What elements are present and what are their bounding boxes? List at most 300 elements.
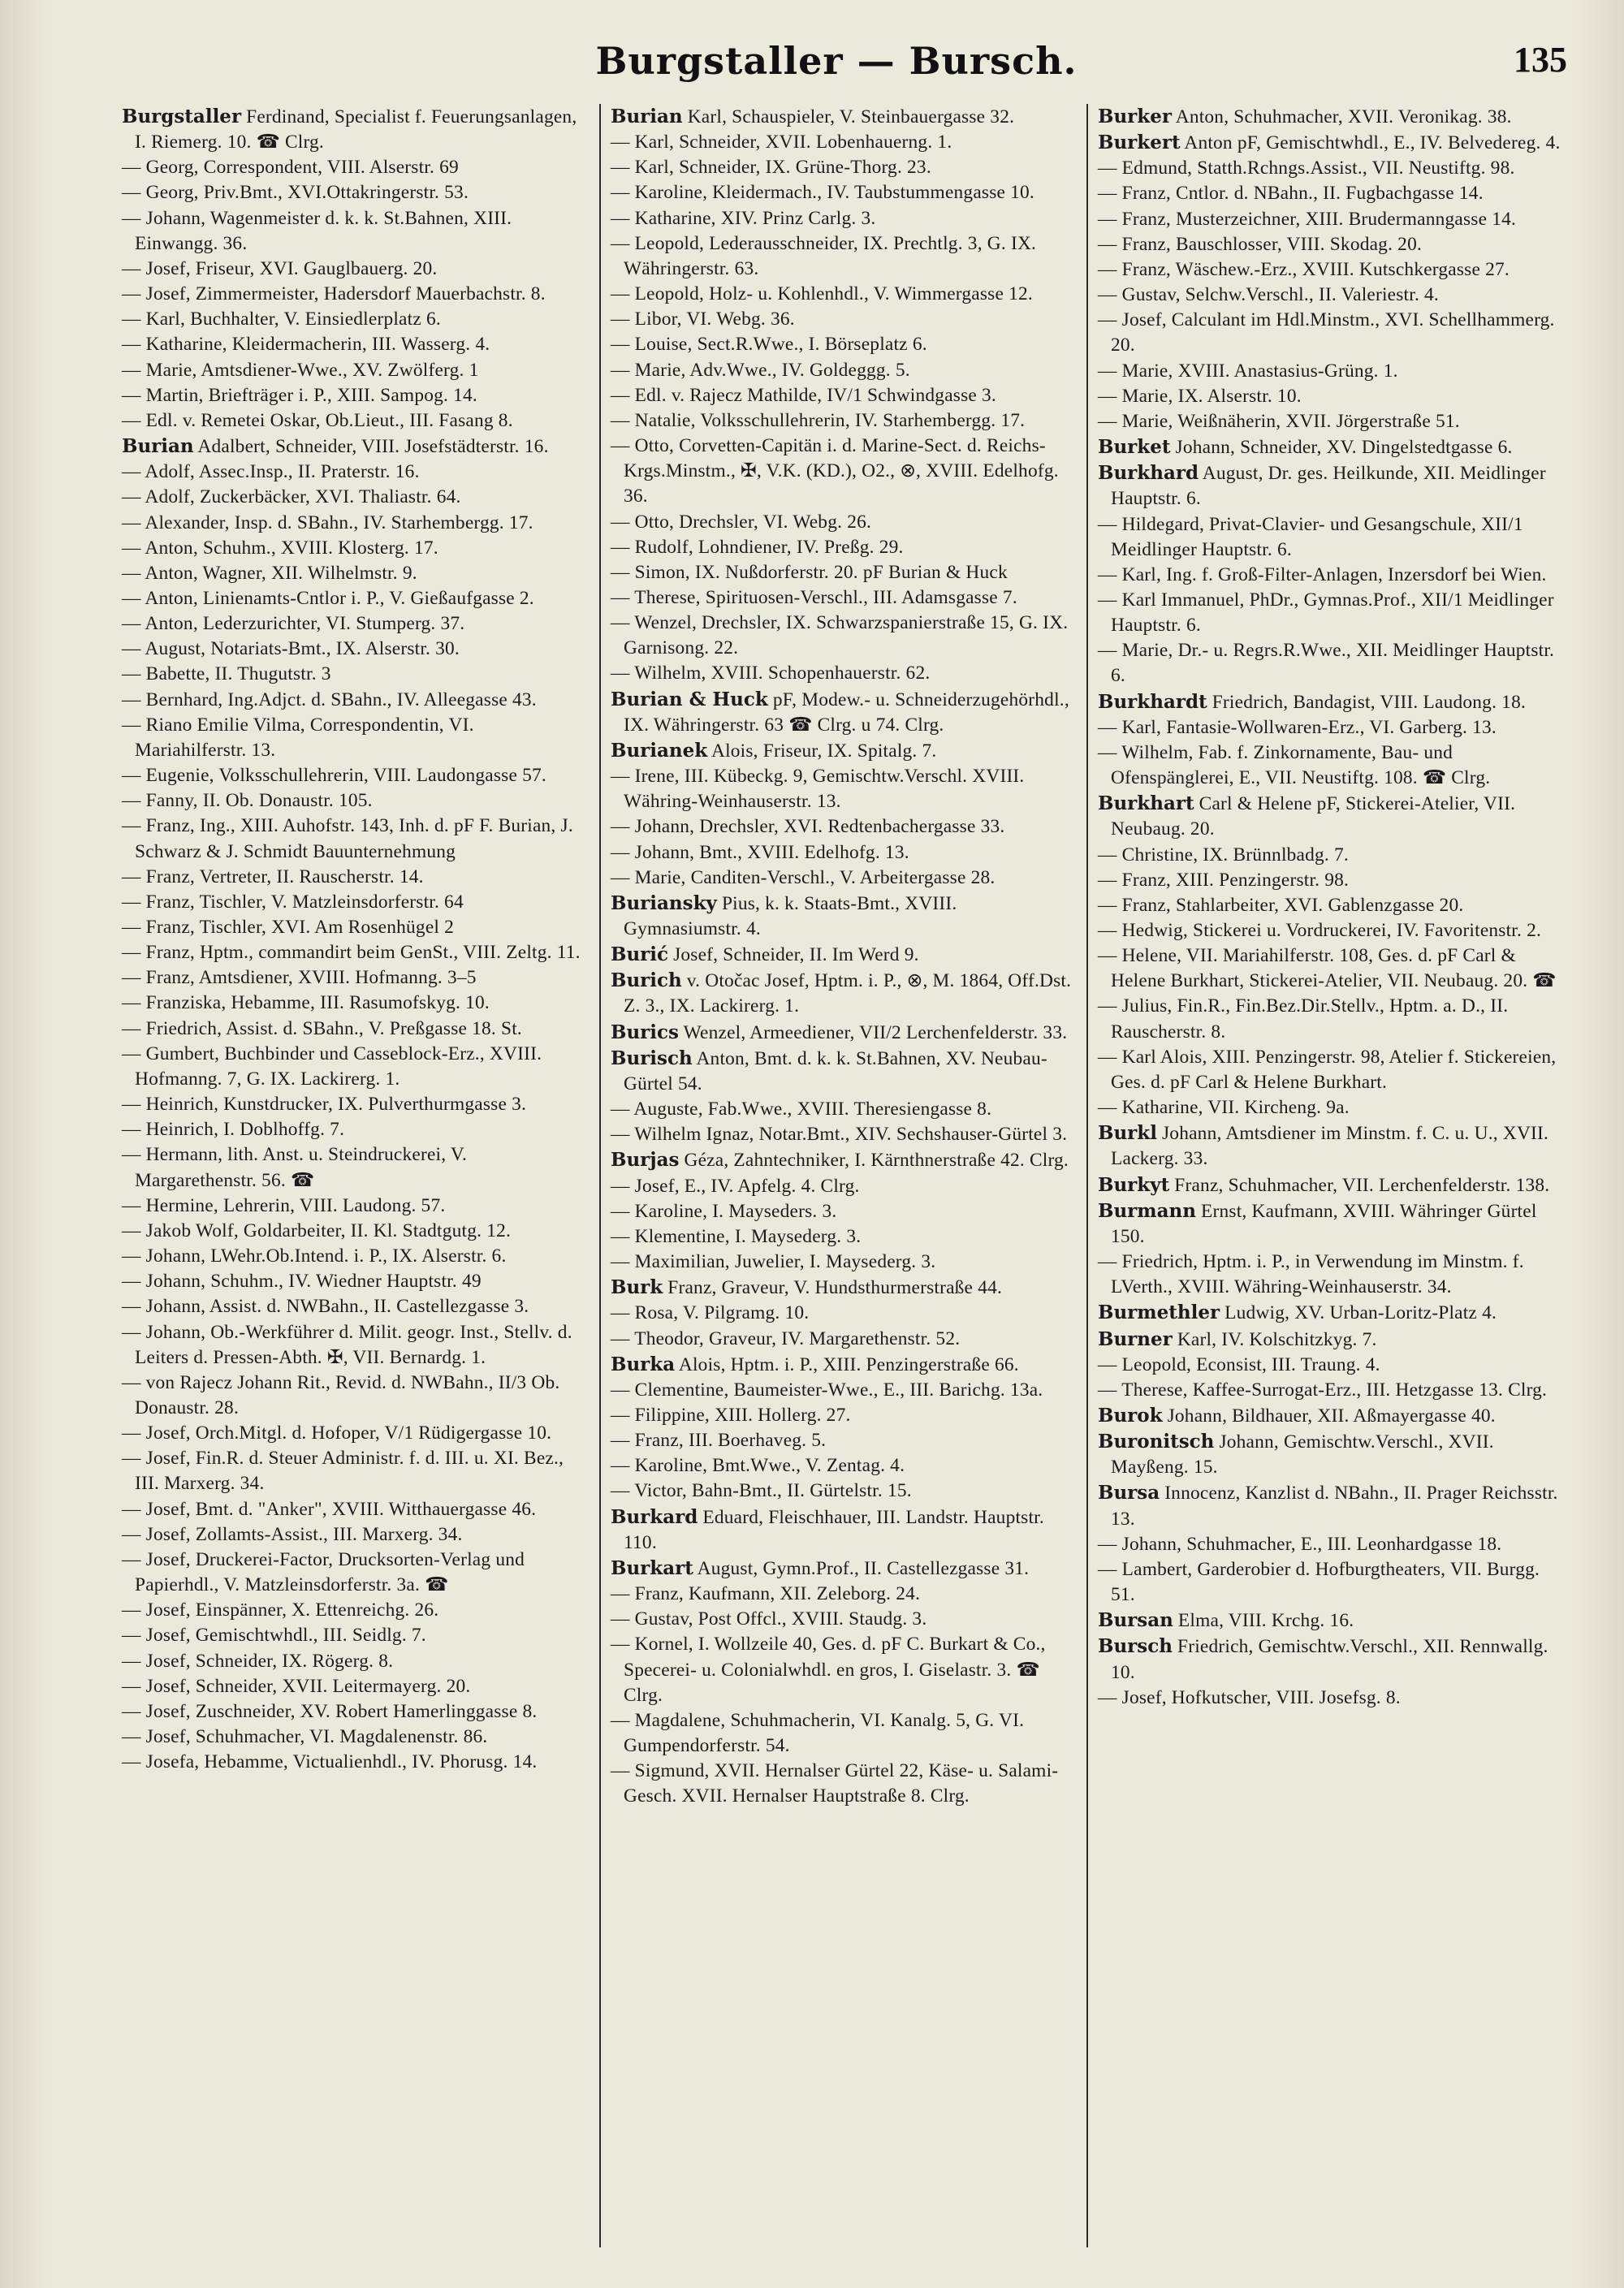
entry-headword: Burmann — [1098, 1199, 1196, 1222]
directory-entry — [1098, 1045, 1564, 1095]
directory-entry — [611, 814, 1077, 840]
entry-headword: Burianek — [611, 739, 708, 762]
directory-entry — [1098, 1353, 1564, 1378]
directory-entry — [122, 1269, 590, 1294]
entry-text: Alois, Friseur, IX. Spitalg. 7. — [707, 740, 937, 762]
directory-entry — [1098, 740, 1564, 791]
directory-entry — [122, 788, 590, 814]
entry-text: Johann, Bildhauer, XII. Aßmayergasse 40. — [1162, 1405, 1496, 1427]
directory-entry — [122, 965, 590, 991]
entry-text: Elma, VIII. Krchg. 16. — [1173, 1610, 1354, 1632]
directory-entry — [122, 536, 590, 561]
entry-text: — Jakob Wolf, Goldarbeiter, II. Kl. Stadtgutg. 12. — [122, 1220, 512, 1241]
entry-headword: Burkyt — [1098, 1173, 1170, 1196]
directory-entry — [1098, 130, 1564, 156]
directory-entry — [611, 535, 1077, 560]
entry-text: — Franz, III. Boerhaveg. 5. — [611, 1430, 827, 1452]
page-number: 135 — [1514, 40, 1567, 80]
entry-text: — Wilhelm Ignaz, Notar.Bmt., XIV. Sechshauser-Gürtel 3. — [611, 1124, 1068, 1146]
directory-entry — [611, 1097, 1077, 1122]
directory-entry — [1098, 1480, 1564, 1531]
directory-entry — [1098, 563, 1564, 588]
directory-entry — [1098, 1172, 1564, 1198]
entry-text: Franz, Schuhmacher, VII. Lerchenfelderstr. 138. — [1169, 1174, 1550, 1196]
entry-text: Carl & Helene pF, Stickerei-Atelier, VII. Neubaug. 20. — [1111, 793, 1516, 840]
entry-text: — Franz, Hptm., commandirt beim GenSt., VIII. Zeltg. 11. — [122, 942, 581, 964]
directory-entry — [1098, 434, 1564, 460]
entry-text: — Clementine, Baumeister-Wwe., E., III. Barichg. 13a. — [611, 1379, 1043, 1401]
entry-text: — Friedrich, Hptm. i. P., in Verwendung im Minstm. f. LVerth., XVIII. Währing-Weinhauserstr. 34. — [1098, 1251, 1524, 1298]
entry-text: Johann, Schneider, XV. Dingelstedtgasse 6. — [1170, 437, 1513, 459]
directory-entry — [1098, 689, 1564, 715]
directory-entry — [611, 1224, 1077, 1250]
directory-entry — [611, 1428, 1077, 1453]
entry-text: Innocenz, Kanzlist d. NBahn., II. Prager Reichsstr. 13. — [1111, 1483, 1558, 1530]
directory-entry — [1098, 943, 1564, 994]
directory-entry — [1098, 257, 1564, 283]
directory-entry — [1098, 232, 1564, 257]
directory-entry — [611, 1327, 1077, 1352]
entry-text: pF, Modew.- u. Schneiderzugehörhdl., IX. Währingerstr. 63 ☎ Clrg. u 74. Clrg. — [624, 689, 1069, 736]
entry-text: — Franziska, Hebamme, III. Rasumofskyg. 10. — [122, 992, 490, 1014]
directory-entry — [611, 1607, 1077, 1632]
entry-text: — August, Notariats-Bmt., IX. Alserstr. 30. — [122, 638, 460, 660]
entry-text: — Georg, Priv.Bmt., XVI.Ottakringerstr. 53. — [122, 182, 469, 204]
directory-entry — [1098, 207, 1564, 232]
entry-text: — von Rajecz Johann Rit., Revid. d. NWBahn., II/3 Ob. Donaustr. 28. — [122, 1371, 560, 1418]
entry-text: — Katharine, VII. Kircheng. 9a. — [1098, 1097, 1350, 1119]
directory-entry — [122, 763, 590, 788]
directory-entry — [611, 1504, 1077, 1556]
entry-text: — Josef, Friseur, XVI. Gauglbauerg. 20. — [122, 257, 438, 279]
directory-entry — [611, 1582, 1077, 1607]
directory-entry — [611, 1708, 1077, 1759]
entry-text: — Maximilian, Juwelier, I. Maysederg. 3. — [611, 1251, 936, 1273]
entry-text: — Karl, Schneider, IX. Grüne-Thorg. 23. — [611, 157, 931, 179]
directory-entry — [611, 383, 1077, 408]
directory-entry — [122, 1042, 590, 1092]
directory-entry — [1098, 1327, 1564, 1353]
directory-entry — [611, 1147, 1077, 1173]
entry-text: Ernst, Kaufmann, XVIII. Währinger Gürtel 150. — [1111, 1200, 1537, 1247]
entry-text: — Anton, Lederzurichter, VI. Stumperg. 37. — [122, 613, 465, 635]
directory-entry — [611, 282, 1077, 307]
directory-entry — [611, 104, 1077, 130]
entry-text: — Bernhard, Ing.Adjct. d. SBahn., IV. Alleegasse 43. — [122, 689, 537, 710]
directory-entry — [611, 180, 1077, 205]
entry-text: — Karl, Schneider, XVII. Lobenhauerng. 1. — [611, 132, 952, 153]
directory-entry — [122, 637, 590, 662]
directory-entry — [1098, 283, 1564, 308]
column-left — [112, 104, 599, 2247]
directory-entry — [1098, 1250, 1564, 1300]
entry-text: — Magdalene, Schuhmacherin, VI. Kanalg. 5, G. VI. Gumpendorferstr. 54. — [611, 1709, 1025, 1756]
directory-entry — [1098, 791, 1564, 842]
entry-text: — Josefa, Hebamme, Victualienhdl., IV. Phorusg. 14. — [122, 1751, 538, 1773]
directory-entry — [1098, 1608, 1564, 1634]
entry-columns — [112, 104, 1574, 2247]
entry-headword: Burian — [122, 435, 194, 458]
directory-entry — [611, 1378, 1077, 1403]
entry-text: — Franz, Musterzeichner, XIII. Brudermanngasse 14. — [1098, 208, 1517, 230]
entry-text: — Johann, Ob.-Werkführer d. Milit. geogr. Inst., Stellv. d. Leiters d. Pressen-Abth. ✠, VII. Bernardg. 1. — [122, 1321, 572, 1368]
entry-text: — Klementine, I. Maysederg. 3. — [611, 1225, 862, 1247]
column-right — [1086, 104, 1574, 2247]
directory-entry — [1098, 1429, 1564, 1480]
directory-entry — [122, 940, 590, 965]
directory-entry — [1098, 843, 1564, 868]
entry-headword: Burian — [611, 106, 683, 127]
entry-headword: Burk — [611, 1276, 663, 1299]
entry-text: — Kornel, I. Wollzeile 40, Ges. d. pF C. Burkart & Co., Specerei- u. Colonialwhdl. en gros, I. Giselastr. 3. ☎ Clrg. — [611, 1634, 1046, 1706]
directory-entry — [611, 1556, 1077, 1582]
directory-entry — [122, 434, 590, 460]
directory-entry — [122, 408, 590, 434]
directory-entry — [122, 713, 590, 763]
entry-text: — Auguste, Fab.Wwe., XVIII. Theresiengasse 8. — [611, 1099, 992, 1120]
entry-text: — Louise, Sect.R.Wwe., I. Börseplatz 6. — [611, 334, 927, 356]
directory-entry — [122, 1244, 590, 1269]
entry-headword: Burjas — [611, 1149, 680, 1172]
entry-text: — Filippine, XIII. Hollerg. 27. — [611, 1404, 851, 1426]
entry-text: — Alexander, Insp. d. SBahn., IV. Starhembergg. 17. — [122, 512, 533, 533]
entry-text: — Gustav, Post Offcl., XVIII. Staudg. 3. — [611, 1608, 927, 1630]
entry-text: — Josef, Calculant im Hdl.Minstm., XVI. Schellhammerg. 20. — [1098, 309, 1555, 356]
directory-entry — [1098, 104, 1564, 130]
directory-entry — [122, 257, 590, 282]
directory-entry — [611, 1759, 1077, 1809]
entry-text: — Anton, Wagner, XII. Wilhelmstr. 9. — [122, 562, 417, 584]
entry-text: Anton, Schuhmacher, XVII. Veronikag. 38. — [1171, 106, 1512, 127]
directory-entry — [1098, 1378, 1564, 1403]
directory-entry — [1098, 156, 1564, 181]
directory-entry — [122, 1548, 590, 1598]
entry-text: August, Dr. ges. Heilkunde, XII. Meidlinger Hauptstr. 6. — [1111, 463, 1546, 510]
entry-text: — Lambert, Garderobier d. Hofburgtheaters, VII. Burgg. 51. — [1098, 1558, 1540, 1606]
entry-text: — Marie, Canditen-Verschl., V. Arbeitergasse 28. — [611, 866, 996, 888]
entry-text: — Franz, Tischler, XVI. Am Rosenhügel 2 — [122, 917, 455, 938]
page-header — [106, 39, 1567, 104]
entry-headword: Buronitsch — [1098, 1431, 1215, 1453]
entry-text: — Marie, Weißnäherin, XVII. Jörgerstraße 51. — [1098, 410, 1460, 432]
entry-text: — Leopold, Lederausschneider, IX. Prechtlg. 3, G. IX. Währingerstr. 63. — [611, 232, 1037, 279]
directory-entry — [122, 383, 590, 408]
entry-text: — Josef, Zollamts-Assist., III. Marxerg. 34. — [122, 1523, 463, 1545]
directory-entry — [1098, 181, 1564, 206]
entry-text: — Therese, Spirituosen-Verschl., III. Adamsgasse 7. — [611, 586, 1017, 608]
entry-headword: Burkhardt — [1098, 690, 1207, 713]
entry-text: Karl, Schauspieler, V. Steinbauergasse 32. — [682, 106, 1015, 127]
entry-text: — Josef, Zimmermeister, Hadersdorf Mauerbachstr. 8. — [122, 283, 546, 305]
directory-entry — [1098, 1403, 1564, 1429]
entry-text: — Katharine, XIV. Prinz Carlg. 3. — [611, 207, 876, 229]
directory-entry — [122, 1623, 590, 1648]
directory-entry — [122, 1142, 590, 1193]
directory-entry — [611, 891, 1077, 942]
entry-text: — Otto, Corvetten-Capitän i. d. Marine-Sect. d. Reichs-Krgs.Minstm., ✠, V.K. (KD.), O2., ⊗, XVIII. Edelhofg. 36. — [611, 435, 1059, 507]
directory-entry — [122, 1294, 590, 1319]
entry-text: — Hermann, lith. Anst. u. Steindruckerei, V. Margarethenstr. 56. ☎ — [122, 1144, 468, 1191]
directory-entry — [1098, 1557, 1564, 1608]
directory-entry — [1098, 893, 1564, 918]
directory-entry — [122, 358, 590, 383]
entry-text: — Josef, Hofkutscher, VIII. Josefsg. 8. — [1098, 1686, 1401, 1708]
entry-text: Karl, IV. Kolschitzkyg. 7. — [1172, 1328, 1377, 1350]
entry-text: — Eugenie, Volksschullehrerin, VIII. Laudongasse 57. — [122, 765, 546, 787]
entry-text: Franz, Graveur, V. Hundsthurmerstraße 44. — [663, 1277, 1003, 1299]
entry-headword: Burkart — [611, 1556, 693, 1579]
entry-text: — Sigmund, XVII. Hernalser Gürtel 22, Käse- u. Salami-Gesch. XVII. Hernalser Hauptstraße 8. Clrg. — [611, 1760, 1059, 1807]
directory-entry — [611, 560, 1077, 585]
directory-entry — [611, 332, 1077, 357]
directory-entry — [122, 1092, 590, 1117]
directory-entry — [611, 1122, 1077, 1147]
directory-entry — [611, 1352, 1077, 1378]
entry-text: — Marie, Amtsdiener-Wwe., XV. Zwölferg. 1 — [122, 359, 479, 381]
directory-entry — [611, 206, 1077, 231]
entry-text: — Karl Alois, XIII. Penzingerstr. 98, Atelier f. Stickereien, Ges. d. pF Carl & Helene Burkhart. — [1098, 1046, 1557, 1093]
entry-text: — Victor, Bahn-Bmt., II. Gürtelstr. 15. — [611, 1480, 912, 1502]
entry-headword: Burmethler — [1098, 1302, 1220, 1324]
directory-entry — [122, 1320, 590, 1371]
directory-entry — [122, 890, 590, 915]
directory-entry — [611, 687, 1077, 738]
directory-entry — [1098, 715, 1564, 740]
directory-entry — [1098, 918, 1564, 943]
entry-text: — Franz, Tischler, V. Matzleinsdorferstr. 64 — [122, 891, 464, 913]
entry-text: — Karl, Fantasie-Wollwaren-Erz., VI. Garberg. 13. — [1098, 716, 1497, 738]
directory-entry — [122, 332, 590, 357]
entry-text: Anton, Bmt. d. k. k. St.Bahnen, XV. Neubau-Gürtel 54. — [624, 1047, 1047, 1094]
entry-text: — Gustav, Selchw.Verschl., II. Valeriestr. 4. — [1098, 284, 1439, 306]
directory-entry — [122, 485, 590, 510]
directory-entry — [611, 585, 1077, 611]
entry-headword: Burić — [611, 943, 669, 966]
entry-headword: Burkhart — [1098, 792, 1194, 815]
directory-entry — [1098, 1300, 1564, 1326]
directory-entry — [611, 942, 1077, 968]
directory-entry — [1098, 1532, 1564, 1557]
entry-text: — Wenzel, Drechsler, IX. Schwarzspanierstraße 15, G. IX. Garnisong. 22. — [611, 612, 1069, 659]
entry-text: — Josef, Schneider, IX. Rögerg. 8. — [122, 1650, 394, 1672]
entry-text: — Irene, III. Kübeckg. 9, Gemischtw.Verschl. XVIII. Währing-Weinhauserstr. 13. — [611, 766, 1025, 813]
entry-text: — Riano Emilie Vilma, Correspondentin, VI. Mariahilferstr. 13. — [122, 714, 474, 761]
entry-headword: Burka — [611, 1353, 676, 1375]
entry-text: — Franz, XIII. Penzingerstr. 98. — [1098, 869, 1350, 891]
entry-text: — Georg, Correspondent, VIII. Alserstr. 69 — [122, 157, 459, 179]
directory-entry — [122, 1194, 590, 1219]
directory-entry — [611, 1275, 1077, 1301]
entry-text: — Johann, Drechsler, XVI. Redtenbachergasse 33. — [611, 816, 1005, 838]
entry-text: Eduard, Fleischhauer, III. Landstr. Hauptstr. 110. — [624, 1506, 1044, 1553]
running-head: Burgstaller — Bursch. — [595, 39, 1078, 83]
directory-entry — [611, 358, 1077, 383]
entry-text: — Edl. v. Remetei Oskar, Ob.Lieut., III. Fasang 8. — [122, 409, 513, 431]
entry-text: — Josef, Bmt. d. "Anker", XVIII. Witthauergasse 46. — [122, 1498, 537, 1520]
entry-text: — Adolf, Zuckerbäcker, XVI. Thaliastr. 64. — [122, 486, 461, 508]
entry-text: — Josef, Schneider, XVII. Leitermayerg. 20. — [122, 1675, 471, 1697]
entry-text: — Franz, Amtsdiener, XVIII. Hofmanng. 3–5 — [122, 967, 477, 989]
entry-text: v. Otočac Josef, Hptm. i. P., ⊗, M. 1864, Off.Dst. Z. 3., IX. Lackirerg. 1. — [624, 970, 1072, 1017]
entry-headword: Burner — [1098, 1327, 1173, 1350]
entry-text: — Leopold, Econsist, III. Traung. 4. — [1098, 1353, 1380, 1375]
directory-entry — [1098, 1095, 1564, 1120]
directory-entry — [122, 1750, 590, 1775]
directory-entry — [122, 206, 590, 257]
directory-entry — [611, 307, 1077, 332]
directory-entry — [122, 586, 590, 611]
entry-text: — Babette, II. Thugutstr. 3 — [122, 663, 331, 685]
directory-entry — [611, 866, 1077, 891]
directory-entry — [122, 1117, 590, 1142]
entry-text: — Franz, Bauschlosser, VIII. Skodag. 20. — [1098, 233, 1423, 255]
entry-text: — Rudolf, Lohndiener, IV. Preßg. 29. — [611, 536, 904, 558]
entry-headword: Burisch — [611, 1047, 693, 1069]
directory-entry — [122, 1725, 590, 1750]
directory-entry — [1098, 1198, 1564, 1250]
entry-headword: Bursa — [1098, 1482, 1160, 1504]
entry-headword: Bursch — [1098, 1635, 1173, 1658]
entry-text: — Hildegard, Privat-Clavier- und Gesangschule, XII/1 Meidlinger Hauptstr. 6. — [1098, 513, 1523, 560]
entry-text: — Karl, Buchhalter, V. Einsiedlerplatz 6. — [122, 309, 441, 330]
entry-text: — Josef, Gemischtwhdl., III. Seidlg. 7. — [122, 1625, 426, 1647]
entry-text: Johann, Amtsdiener im Minstm. f. C. u. U., XVII. Lackerg. 33. — [1111, 1123, 1549, 1170]
directory-entry — [611, 661, 1077, 686]
directory-entry — [1098, 308, 1564, 358]
directory-entry — [611, 130, 1077, 155]
directory-entry — [122, 915, 590, 940]
entry-text: — Josef, Schuhmacher, VI. Magdalenenstr. 86. — [122, 1726, 488, 1747]
directory-entry — [611, 1020, 1077, 1046]
directory-entry — [122, 1522, 590, 1548]
directory-entry — [611, 434, 1077, 509]
entry-text: Friedrich, Gemischtw.Verschl., XII. Rennwallg. 10. — [1111, 1636, 1548, 1683]
directory-entry — [122, 865, 590, 890]
entry-headword: Burket — [1098, 436, 1171, 459]
column-middle — [599, 104, 1086, 2247]
entry-text: — Heinrich, I. Doblhoffg. 7. — [122, 1119, 345, 1141]
entry-text: Anton pF, Gemischtwhdl., E., IV. Belvedereg. 4. — [1180, 132, 1561, 154]
entry-text: — Franz, Stahlarbeiter, XVI. Gablenzgasse 20. — [1098, 894, 1464, 916]
entry-text: — Edmund, Statth.Rchngs.Assist., VII. Neustiftg. 98. — [1098, 158, 1515, 179]
directory-entry — [122, 1649, 590, 1674]
entry-text: — Natalie, Volksschullehrerin, IV. Starhembergg. 17. — [611, 409, 1026, 431]
directory-entry — [122, 814, 590, 864]
entry-text: Ferdinand, Specialist f. Feuerungsanlagen, I. Riemerg. 10. ☎ Clrg. — [135, 106, 577, 153]
entry-text: — Hermine, Lehrerin, VIII. Laudong. 57. — [122, 1194, 446, 1216]
entry-text: — Christine, IX. Brünnlbadg. 7. — [1098, 844, 1349, 866]
directory-entry — [611, 1250, 1077, 1275]
entry-text: — Julius, Fin.R., Fin.Bez.Dir.Stellv., Hptm. a. D., II. Rauscherstr. 8. — [1098, 995, 1509, 1043]
entry-headword: Burgstaller — [122, 106, 242, 127]
directory-entry — [611, 1479, 1077, 1504]
directory-entry — [611, 611, 1077, 661]
entry-text: Friedrich, Bandagist, VIII. Laudong. 18. — [1207, 691, 1527, 713]
entry-text: — Karoline, Kleidermach., IV. Taubstummengasse 10. — [611, 182, 1034, 204]
entry-text: — Anton, Schuhm., XVIII. Klosterg. 17. — [122, 537, 438, 559]
entry-text: — Marie, IX. Alserstr. 10. — [1098, 385, 1302, 407]
entry-text: — Josef, Fin.R. d. Steuer Administr. f. d. III. u. XI. Bez., III. Marxerg. 34. — [122, 1448, 564, 1495]
entry-headword: Burok — [1098, 1404, 1163, 1427]
directory-entry — [122, 1371, 590, 1421]
directory-entry — [611, 1632, 1077, 1707]
directory-entry — [1098, 460, 1564, 512]
entry-text: — Josef, Einspänner, X. Ettenreichg. 26. — [122, 1599, 439, 1621]
entry-text: August, Gymn.Prof., II. Castellezgasse 31. — [693, 1557, 1030, 1579]
directory-entry — [122, 1017, 590, 1042]
directory-entry — [1098, 1120, 1564, 1172]
entry-text: — Therese, Kaffee-Surrogat-Erz., III. Hetzgasse 13. Clrg. — [1098, 1379, 1548, 1401]
directory-entry — [1098, 384, 1564, 409]
entry-headword: Burian & Huck — [611, 688, 768, 710]
directory-entry — [122, 561, 590, 586]
entry-text: — Friedrich, Assist. d. SBahn., V. Preßgasse 18. St. — [122, 1017, 522, 1039]
directory-entry — [122, 460, 590, 485]
directory-entry — [122, 307, 590, 332]
directory-entry — [122, 1219, 590, 1244]
entry-text: — Katharine, Kleidermacherin, III. Wasserg. 4. — [122, 334, 490, 356]
entry-text: — Adolf, Assec.Insp., II. Praterstr. 16. — [122, 461, 420, 483]
directory-entry — [1098, 994, 1564, 1044]
entry-text: — Marie, Dr.- u. Regrs.R.Wwe., XII. Meidlinger Hauptstr. 6. — [1098, 640, 1555, 687]
entry-text: — Helene, VII. Mariahilferstr. 108, Ges. d. pF Carl & Helene Burkhart, Stickerei-Atelier, VII. Neubaug. 20. ☎ — [1098, 945, 1557, 992]
directory-entry — [122, 1699, 590, 1725]
entry-text: — Karoline, I. Mayseders. 3. — [611, 1200, 837, 1222]
directory-entry — [122, 611, 590, 637]
directory-entry — [1098, 359, 1564, 384]
entry-headword: Burich — [611, 969, 682, 992]
directory-entry — [611, 1174, 1077, 1199]
entry-text: — Fanny, II. Ob. Donaustr. 105. — [122, 790, 373, 812]
directory-entry — [1098, 588, 1564, 638]
entry-text: — Josef, Druckerei-Factor, Drucksorten-Verlag und Papierhdl., V. Matzleinsdorferstr. 3a. ☎ — [122, 1548, 525, 1596]
entry-text: — Johann, Wagenmeister d. k. k. St.Bahnen, XIII. Einwangg. 36. — [122, 207, 512, 254]
entry-headword: Burkert — [1098, 132, 1181, 154]
entry-text: — Karl Immanuel, PhDr., Gymnas.Prof., XII/1 Meidlinger Hauptstr. 6. — [1098, 589, 1554, 637]
entry-text: — Karl, Ing. f. Groß-Filter-Anlagen, Inzersdorf bei Wien. — [1098, 563, 1547, 585]
directory-entry — [1098, 512, 1564, 563]
entry-text: — Hedwig, Stickerei u. Vordruckerei, IV. Favoritenstr. 2. — [1098, 920, 1542, 941]
directory-entry — [1098, 1634, 1564, 1685]
directory-entry — [1098, 1686, 1564, 1711]
entry-headword: Burkard — [611, 1505, 698, 1528]
entry-text: Adalbert, Schneider, VIII. Josefstädterstr. 16. — [193, 436, 549, 458]
directory-entry — [611, 510, 1077, 535]
entry-headword: Burkhard — [1098, 462, 1199, 485]
entry-text: — Marie, XVIII. Anastasius-Grüng. 1. — [1098, 360, 1398, 382]
entry-text: — Wilhelm, XVIII. Schopenhauerstr. 62. — [611, 663, 931, 684]
entry-text: Ludwig, XV. Urban-Loritz-Platz 4. — [1220, 1302, 1497, 1324]
entry-headword: Burkl — [1098, 1122, 1157, 1145]
directory-entry — [122, 991, 590, 1016]
directory-entry — [122, 104, 590, 155]
directory-entry — [1098, 409, 1564, 434]
directory-entry — [122, 282, 590, 307]
directory-entry — [122, 688, 590, 713]
entry-text: Géza, Zahntechniker, I. Kärnthnerstraße 42. Clrg. — [679, 1150, 1069, 1172]
directory-entry — [611, 1403, 1077, 1428]
entry-headword: Bursan — [1098, 1609, 1173, 1632]
directory-entry — [122, 155, 590, 180]
entry-text: — Libor, VI. Webg. 36. — [611, 309, 795, 330]
entry-headword: Buriansky — [611, 891, 717, 914]
entry-text: — Otto, Drechsler, VI. Webg. 26. — [611, 511, 872, 533]
entry-headword: Burker — [1098, 106, 1172, 127]
entry-text: — Franz, Vertreter, II. Rauscherstr. 14. — [122, 866, 424, 887]
entry-text: — Johann, LWehr.Ob.Intend. i. P., IX. Alserstr. 6. — [122, 1245, 507, 1267]
entry-text: — Johann, Schuhm., IV. Wiedner Hauptstr. 49 — [122, 1271, 482, 1293]
directory-entry — [611, 1453, 1077, 1479]
